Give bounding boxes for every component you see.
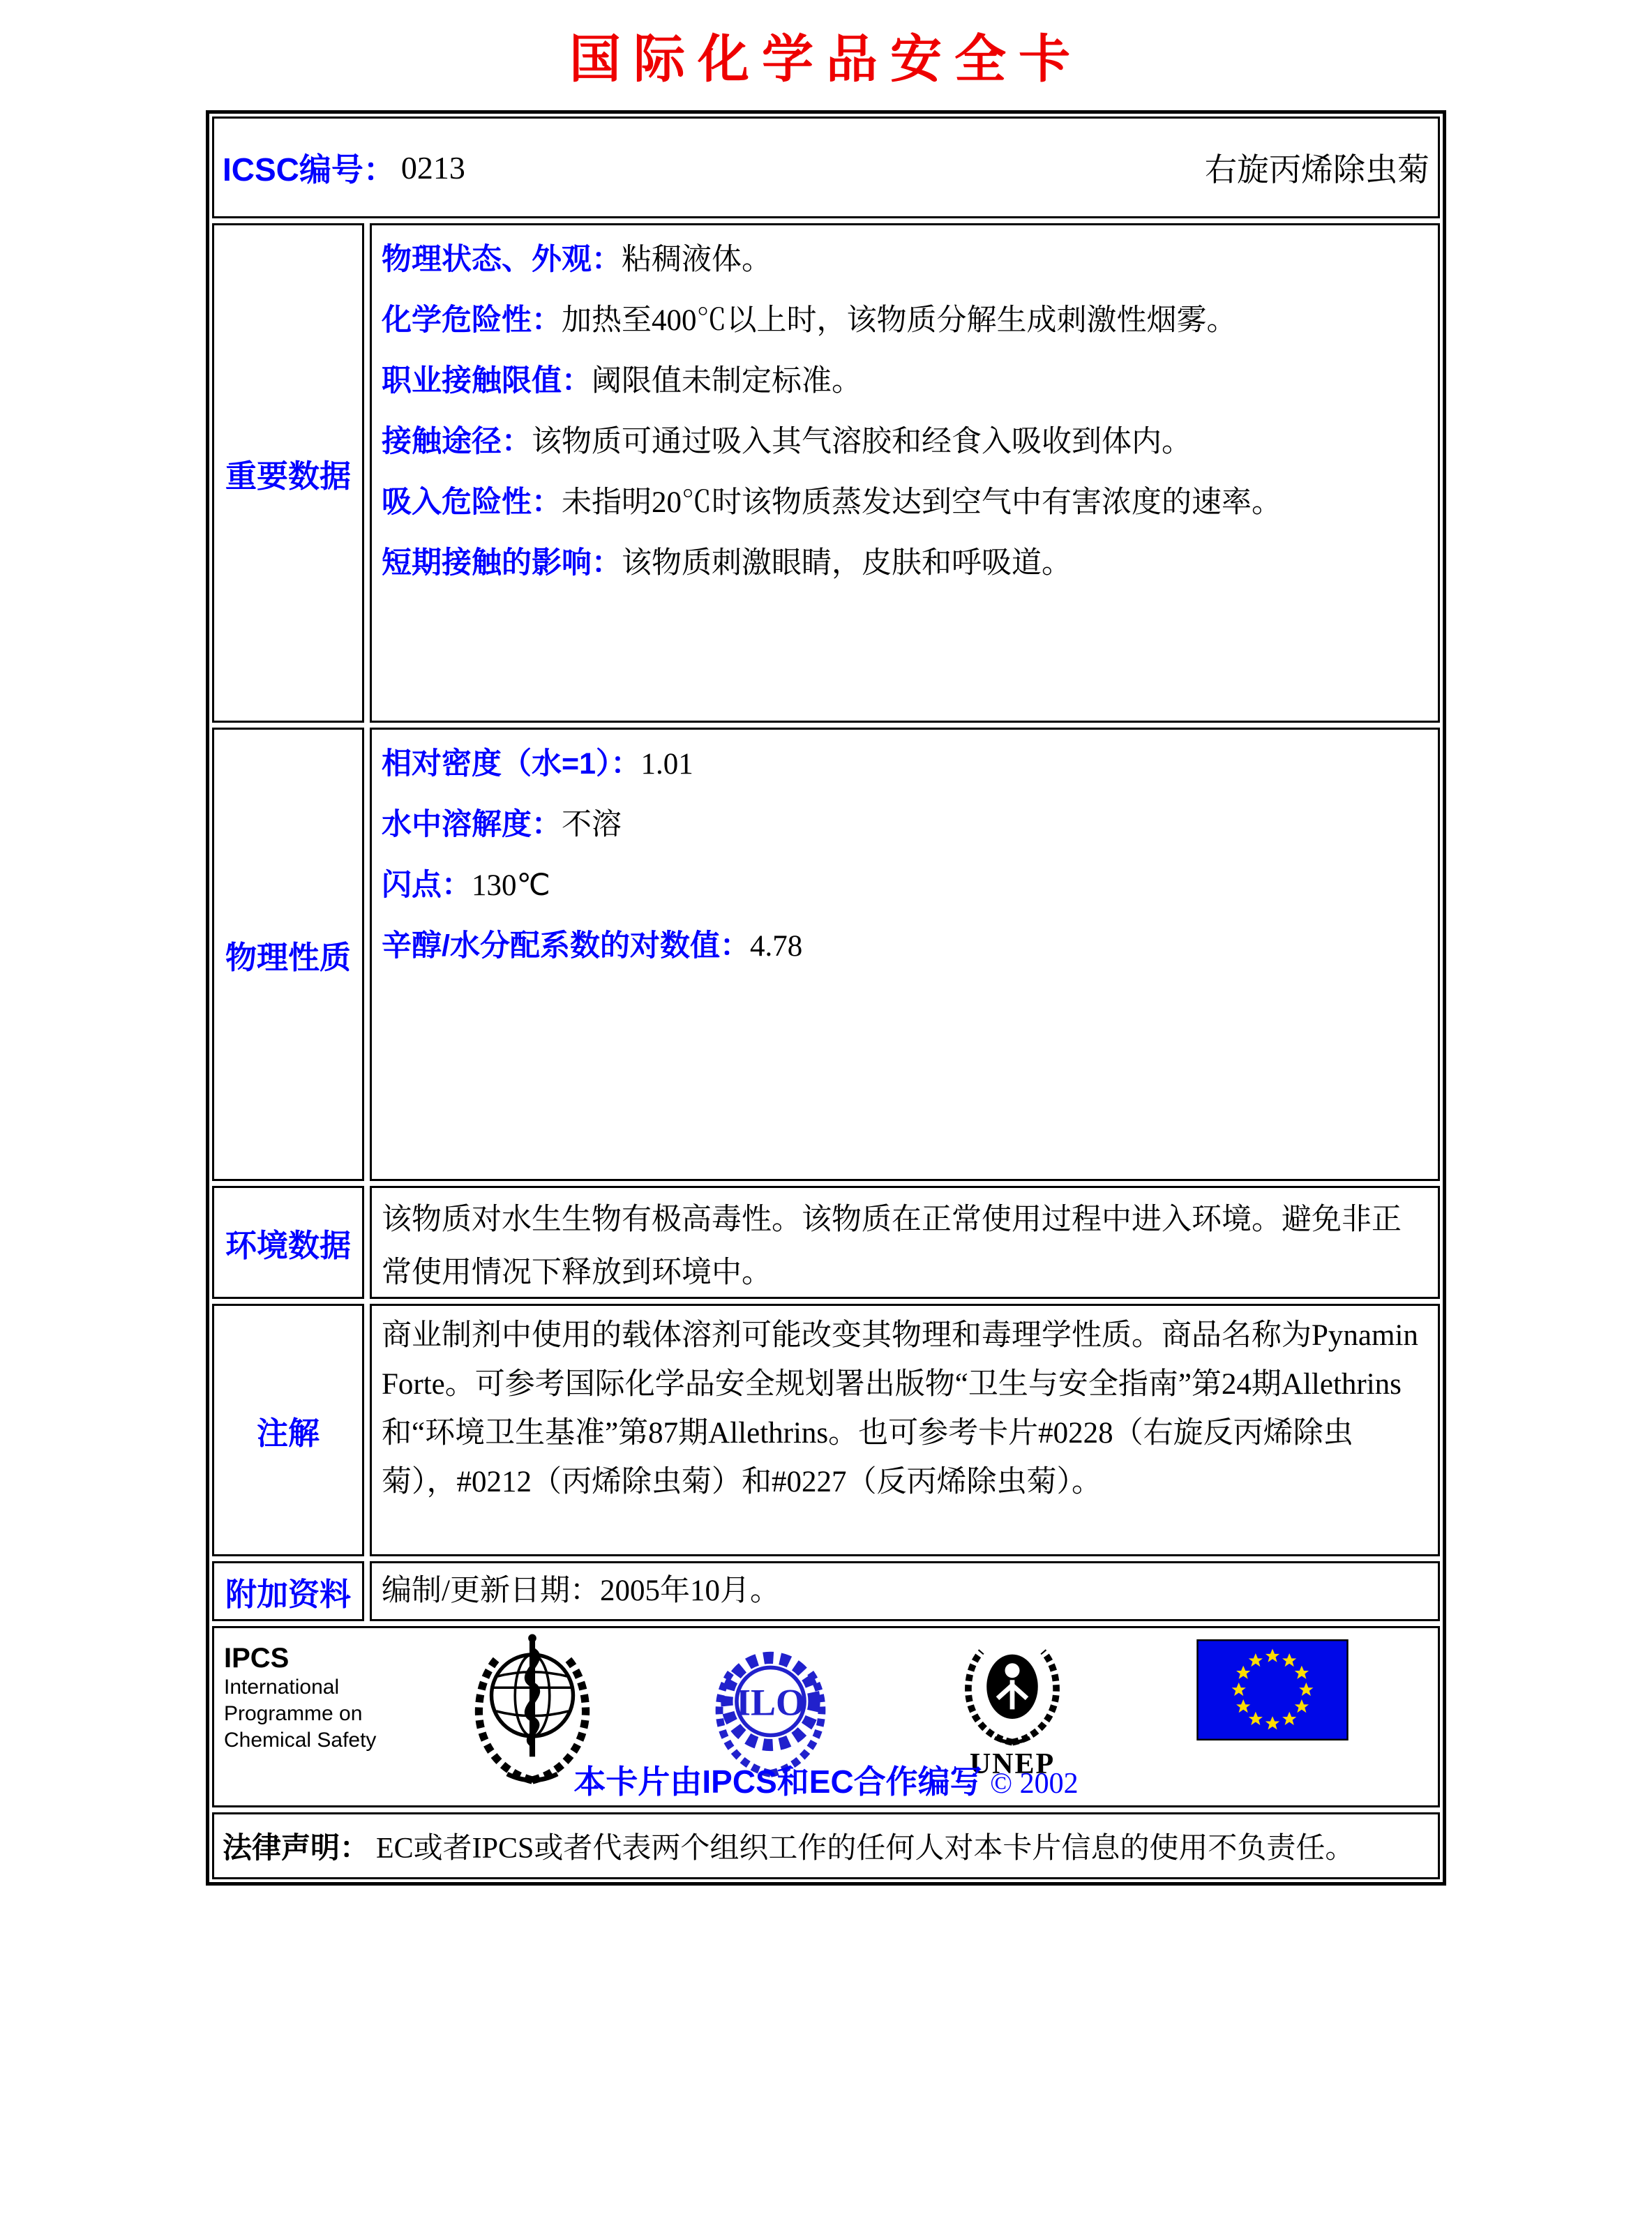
chemical-danger-text: 加热至400℃以上时，该物质分解生成刺激性烟雾。 [562, 304, 1237, 337]
relative-density-line [382, 734, 1428, 795]
relative-density-label: 相对密度（水=1）： [382, 747, 641, 781]
unep-wordmark: UNEP [969, 1748, 1056, 1780]
credit-year: © 2002 [990, 1768, 1079, 1800]
environmental-data-content [370, 1186, 1440, 1299]
footer-cell [212, 1626, 1440, 1807]
icsc-number-group [223, 144, 465, 190]
chemical-danger-line [382, 290, 1428, 351]
header-row [212, 116, 1440, 218]
short-term-effect-text: 该物质刺激眼睛，皮肤和呼吸道。 [622, 547, 1072, 580]
header-cell [212, 116, 1440, 218]
additional-info-text: 编制/更新日期：2005年10月。 [382, 1574, 780, 1607]
exposure-route-line [382, 412, 1428, 472]
ipcs-subtitle-line1: International [224, 1676, 340, 1699]
partition-coefficient-line [382, 916, 1428, 977]
partition-coefficient-label: 辛醇/水分配系数的对数值： [382, 929, 750, 963]
icsc-number-value: 0213 [400, 149, 465, 186]
relative-density-value: 1.01 [640, 748, 693, 781]
additional-info-row [212, 1561, 1440, 1621]
legal-text: EC或者IPCS或者代表两个组织工作的任何人对本卡片信息的使用不负责任。 [376, 1833, 1355, 1865]
notes-heading: 注解 [212, 1304, 364, 1556]
flash-point-value: 130℃ [472, 869, 550, 902]
ipcs-text-block [224, 1642, 376, 1754]
important-data-heading: 重要数据 [212, 223, 364, 723]
additional-info-heading: 附加资料 [212, 1561, 364, 1621]
footer-row [212, 1626, 1440, 1807]
icsc-table [206, 110, 1446, 1886]
icsc-number-label: ICSC编号： [223, 151, 396, 188]
ipcs-subtitle-line3: Chemical Safety [224, 1729, 377, 1752]
physical-state-label: 物理状态、外观： [382, 243, 622, 276]
legal-label: 法律声明： [223, 1831, 370, 1864]
water-solubility-line [382, 795, 1428, 855]
exposure-route-text: 该物质可通过吸入其气溶胶和经食入吸收到体内。 [532, 426, 1192, 458]
important-data-content [370, 223, 1440, 723]
water-solubility-label: 水中溶解度： [382, 808, 562, 841]
water-solubility-value: 不溶 [562, 809, 622, 841]
environmental-data-heading: 环境数据 [212, 1186, 364, 1299]
svg-text:ILO: ILO [736, 1681, 805, 1724]
additional-info-content [370, 1561, 1440, 1621]
inhalation-risk-label: 吸入危险性： [382, 486, 562, 519]
short-term-effect-line [382, 533, 1428, 594]
notes-text: 商业制剂中使用的载体溶剂可能改变其物理和毒理学性质。商品名称为Pynamin Forte。可参考国际化学品安全规划署出版物“卫生与安全指南”第24期Allethrins和“环境卫生基准”第87期Allethrins。也可参考卡片#0228（右旋反丙烯除虫菊），#0212（丙烯除虫菊）和#0227（反丙烯除虫菊）。 [382, 1319, 1418, 1498]
environmental-data-row [212, 1186, 1440, 1299]
exposure-route-label: 接触途径： [382, 425, 532, 458]
partition-coefficient-value: 4.78 [749, 930, 803, 963]
ipcs-acronym: IPCS [224, 1643, 290, 1674]
physical-state-line [382, 230, 1428, 290]
occupational-limit-text: 阈限值未制定标准。 [592, 365, 862, 398]
short-term-effect-label: 短期接触的影响： [382, 546, 622, 580]
ipcs-subtitle-line2: Programme on [224, 1702, 363, 1725]
notes-row [212, 1304, 1440, 1556]
page-title: 国际化学品安全卡 [569, 31, 1083, 89]
physical-state-text: 粘稠液体。 [622, 243, 772, 276]
chemical-name: 右旋丙烯除虫菊 [1205, 152, 1429, 188]
chemical-danger-label: 化学危险性： [382, 303, 562, 337]
legal-cell [212, 1812, 1440, 1879]
flash-point-line [382, 855, 1428, 916]
notes-content [370, 1304, 1440, 1556]
environmental-data-text: 该物质对水生生物有极高毒性。该物质在正常使用过程中进入环境。避免非正常使用情况下释放到环境中。 [382, 1203, 1402, 1289]
inhalation-risk-line [382, 472, 1428, 533]
physical-properties-heading: 物理性质 [212, 728, 364, 1181]
occupational-limit-line [382, 351, 1428, 412]
inhalation-risk-text: 未指明20℃时该物质蒸发达到空气中有害浓度的速率。 [562, 486, 1282, 519]
legal-row [212, 1812, 1440, 1879]
eu-flag-icon [1196, 1639, 1349, 1744]
important-data-row [212, 223, 1440, 723]
credit-text: 本卡片由IPCS和EC合作编写 [573, 1763, 982, 1800]
physical-properties-row [212, 728, 1440, 1181]
credit-line [214, 1757, 1438, 1803]
physical-properties-content [370, 728, 1440, 1181]
occupational-limit-label: 职业接触限值： [382, 364, 592, 398]
flash-point-label: 闪点： [382, 868, 472, 902]
